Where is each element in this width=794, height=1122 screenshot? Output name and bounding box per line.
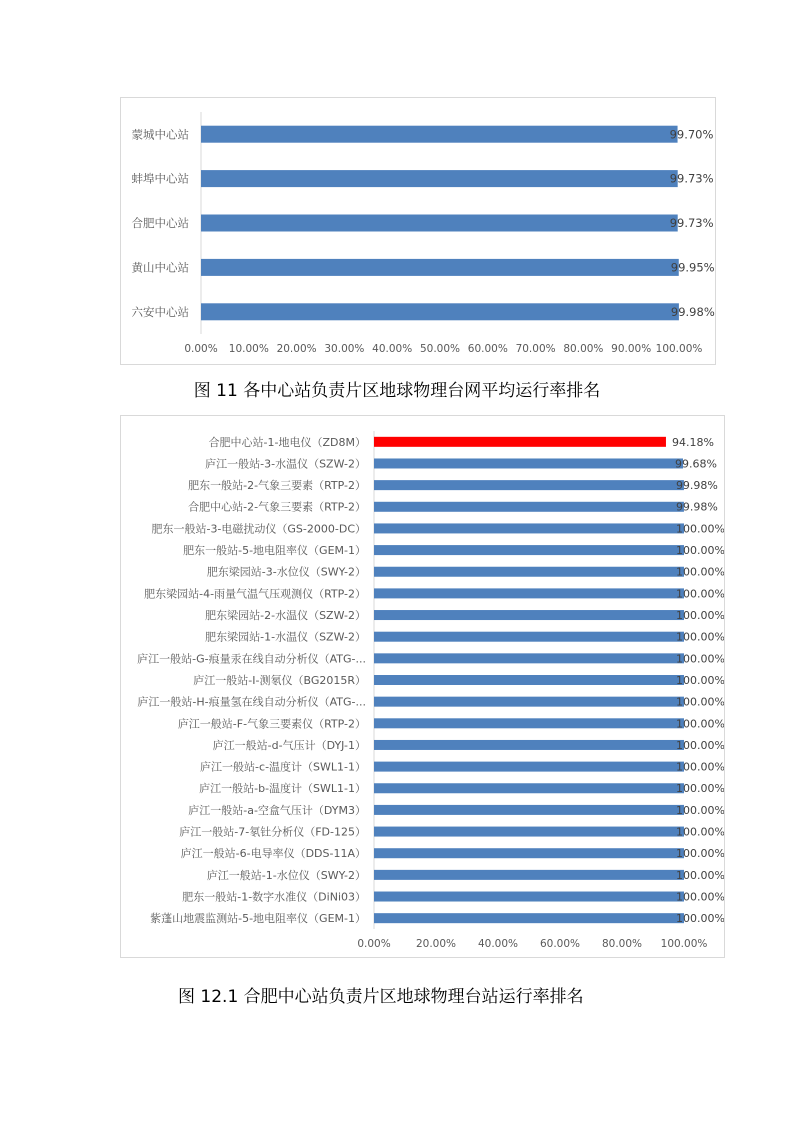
x-tick-label: 80.00% <box>601 938 643 950</box>
x-tick-label: 60.00% <box>539 938 581 950</box>
bar <box>374 783 684 793</box>
bar <box>374 827 684 837</box>
category-label: 肥东一般站-2-气象三要素（RTP-2） <box>188 479 366 493</box>
data-label: 99.98% <box>675 479 718 493</box>
x-tick-label: 10.00% <box>228 343 269 355</box>
bar <box>374 567 684 577</box>
data-label: 100.00% <box>676 630 724 644</box>
category-label: 紫蓬山地震监测站-5-地电阻率仪（GEM-1） <box>150 912 366 926</box>
bar <box>201 170 678 187</box>
category-label: 蚌埠中心站 <box>131 171 189 186</box>
category-label: 庐江一般站-I-测氡仪（BG2015R） <box>193 673 366 687</box>
bar <box>374 740 684 750</box>
data-label: 100.00% <box>676 673 724 687</box>
data-label: 100.00% <box>676 912 724 926</box>
data-label: 100.00% <box>676 760 724 774</box>
bar <box>374 675 684 685</box>
category-label: 肥东梁园站-2-水温仪（SZW-2） <box>205 609 366 623</box>
category-label: 合肥中心站-2-气象三要素（RTP-2） <box>188 500 366 514</box>
x-tick-label: 50.00% <box>419 343 461 355</box>
category-label: 肥东一般站-5-地电阻率仪（GEM-1） <box>183 544 366 558</box>
data-label: 100.00% <box>676 522 724 536</box>
category-label: 肥东一般站-1-数字水准仪（DiNi03） <box>182 890 366 904</box>
bar <box>374 653 684 663</box>
category-label: 黄山中心站 <box>131 260 189 275</box>
bar <box>201 259 679 276</box>
data-label: 100.00% <box>676 890 724 904</box>
data-label: 100.00% <box>676 652 724 666</box>
category-label: 庐江一般站-3-水温仪（SZW-2） <box>205 457 366 471</box>
bar <box>374 848 684 858</box>
category-label: 合肥中心站-1-地电仪（ZD8M） <box>208 435 366 449</box>
category-label: 庐江一般站-d-气压计（DYJ-1） <box>212 738 366 752</box>
chart-1-svg <box>121 98 715 364</box>
category-label: 庐江一般站-7-氡钍分析仪（FD-125） <box>179 825 366 839</box>
bar <box>201 303 679 320</box>
data-label: 99.70% <box>669 127 714 142</box>
x-tick-label: 100.00% <box>660 938 708 950</box>
bar <box>374 632 684 642</box>
bar <box>374 762 684 772</box>
bar <box>374 545 684 555</box>
data-label: 99.98% <box>670 304 715 319</box>
data-label: 99.68% <box>675 457 717 471</box>
category-label: 肥东梁园站-3-水位仪（SWY-2） <box>206 565 366 579</box>
category-label: 庐江一般站-1-水位仪（SWY-2） <box>206 868 366 882</box>
x-tick-label: 80.00% <box>563 343 604 355</box>
category-label: 庐江一般站-b-温度计（SWL1-1） <box>199 782 366 796</box>
category-label: 肥东一般站-3-电磁扰动仪（GS-2000-DC） <box>151 522 366 536</box>
data-label: 100.00% <box>676 738 724 752</box>
chart-2-caption: 图 12.1 合肥中心站负责片区地球物理台站运行率排名 <box>178 987 584 1007</box>
x-tick-label: 0.00% <box>184 343 218 355</box>
category-label: 肥东梁园站-4-雨量气温气压观测仪（RTP-2） <box>144 587 366 601</box>
bar <box>374 913 684 923</box>
data-label: 100.00% <box>676 609 724 623</box>
data-label: 99.73% <box>669 216 714 231</box>
category-label: 六安中心站 <box>131 304 189 319</box>
x-tick-label: 40.00% <box>477 938 519 950</box>
data-label: 100.00% <box>676 565 724 579</box>
x-tick-label: 100.00% <box>655 343 703 355</box>
category-label: 庐江一般站-6-电导率仪（DDS-11A） <box>180 847 366 861</box>
data-label: 100.00% <box>676 587 724 601</box>
bar <box>374 480 684 490</box>
x-tick-label: 20.00% <box>415 938 457 950</box>
data-label: 94.18% <box>671 435 714 449</box>
data-label: 100.00% <box>676 803 724 817</box>
category-label: 肥东梁园站-1-水温仪（SZW-2） <box>205 630 366 644</box>
x-tick-label: 40.00% <box>372 343 413 355</box>
bar <box>374 437 666 447</box>
bar <box>374 502 684 512</box>
data-label: 100.00% <box>676 868 724 882</box>
chart-1-caption: 图 11 各中心站负责片区地球物理台网平均运行率排名 <box>193 381 601 401</box>
bar <box>201 126 678 143</box>
bar <box>374 892 684 902</box>
category-label: 蒙城中心站 <box>131 127 189 142</box>
x-tick-label: 0.00% <box>357 938 391 950</box>
bar <box>374 610 684 620</box>
x-tick-label: 30.00% <box>324 343 365 355</box>
data-label: 100.00% <box>676 825 724 839</box>
bar <box>374 870 684 880</box>
x-tick-label: 60.00% <box>467 343 508 355</box>
data-label: 100.00% <box>676 782 724 796</box>
category-label: 庐江一般站-a-空盒气压计（DYM3） <box>188 803 366 817</box>
bar <box>374 697 684 707</box>
bar <box>374 718 684 728</box>
data-label: 100.00% <box>676 717 724 731</box>
x-tick-label: 70.00% <box>515 343 556 355</box>
data-label: 100.00% <box>676 695 724 709</box>
data-label: 99.73% <box>669 171 714 186</box>
chart-2-svg <box>121 416 724 957</box>
bar <box>201 215 678 232</box>
x-tick-label: 20.00% <box>276 343 317 355</box>
bar <box>374 588 684 598</box>
data-label: 99.98% <box>675 500 718 514</box>
data-label: 99.95% <box>670 260 715 275</box>
category-label: 庐江一般站-H-痕量氢在线自动分析仪（ATG-... <box>137 695 366 709</box>
bar <box>374 805 684 815</box>
category-label: 庐江一般站-G-痕量汞在线自动分析仪（ATG-... <box>137 652 366 666</box>
chart-2-frame <box>120 415 725 958</box>
bar <box>374 458 683 468</box>
bar <box>374 523 684 533</box>
data-label: 100.00% <box>676 544 724 558</box>
category-label: 庐江一般站-F-气象三要素仪（RTP-2） <box>177 717 366 731</box>
category-label: 庐江一般站-c-温度计（SWL1-1） <box>200 760 366 774</box>
category-label: 合肥中心站 <box>131 216 189 231</box>
data-label: 100.00% <box>676 847 724 861</box>
x-tick-label: 90.00% <box>611 343 652 355</box>
chart-1-frame <box>120 97 716 365</box>
